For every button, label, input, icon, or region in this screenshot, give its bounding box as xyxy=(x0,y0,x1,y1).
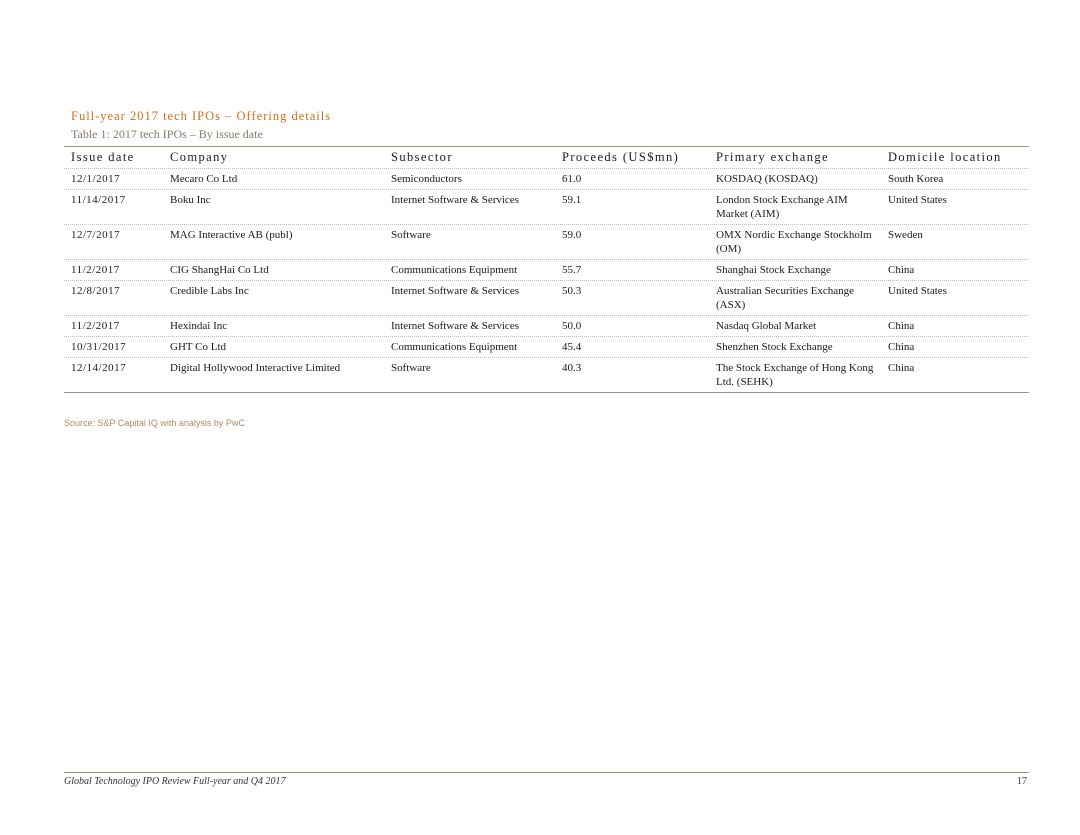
cell-primary-exchange: Australian Securities Exchange (ASX) xyxy=(716,285,855,311)
ipo-table xyxy=(64,146,1029,393)
column-header-company: Company xyxy=(170,150,229,164)
table-title: Full-year 2017 tech IPOs – Offering details xyxy=(71,109,332,123)
table-row xyxy=(64,259,1029,280)
cell-domicile-location: South Korea xyxy=(888,173,944,185)
cell-proceeds: 50.3 xyxy=(562,285,582,297)
cell-domicile-location: United States xyxy=(888,194,947,206)
cell-issue-date: 11/2/2017 xyxy=(71,264,120,276)
cell-issue-date: 11/2/2017 xyxy=(71,320,120,332)
cell-subsector: Internet Software & Services xyxy=(391,320,519,332)
cell-issue-date: 12/1/2017 xyxy=(71,173,121,185)
cell-domicile-location: China xyxy=(888,362,915,374)
cell-company: Hexindai Inc xyxy=(170,320,228,332)
cell-subsector: Communications Equipment xyxy=(391,264,518,276)
cell-subsector: Communications Equipment xyxy=(391,341,518,353)
page-number: 17 xyxy=(1017,776,1027,787)
column-header-domicile-location: Domicile location xyxy=(888,150,1002,164)
table-row xyxy=(64,336,1029,357)
cell-issue-date: 12/8/2017 xyxy=(71,285,121,297)
cell-primary-exchange: KOSDAQ (KOSDAQ) xyxy=(716,173,818,185)
table-subtitle: Table 1: 2017 tech IPOs – By issue date xyxy=(71,127,263,141)
cell-domicile-location: China xyxy=(888,341,915,353)
source-note: Source: S&P Capital IQ with analysis by PwC xyxy=(64,418,245,428)
column-header-subsector: Subsector xyxy=(391,150,453,164)
cell-proceeds: 55.7 xyxy=(562,264,582,276)
cell-domicile-location: United States xyxy=(888,285,947,297)
column-header-primary-exchange: Primary exchange xyxy=(716,150,829,164)
cell-issue-date: 12/7/2017 xyxy=(71,229,121,241)
cell-subsector: Internet Software & Services xyxy=(391,194,519,206)
cell-domicile-location: China xyxy=(888,264,915,276)
cell-proceeds: 45.4 xyxy=(562,341,582,353)
table-row xyxy=(64,315,1029,336)
cell-proceeds: 50.0 xyxy=(562,320,582,332)
cell-primary-exchange: The Stock Exchange of Hong Kong Ltd. (SEHK) xyxy=(716,362,874,388)
cell-primary-exchange: Shenzhen Stock Exchange xyxy=(716,341,833,353)
cell-issue-date: 12/14/2017 xyxy=(71,362,127,374)
table-row xyxy=(64,280,1029,315)
cell-domicile-location: China xyxy=(888,320,915,332)
table-row xyxy=(64,224,1029,259)
cell-company: CIG ShangHai Co Ltd xyxy=(170,264,269,276)
cell-issue-date: 10/31/2017 xyxy=(71,341,127,353)
cell-subsector: Semiconductors xyxy=(391,173,462,185)
table-row xyxy=(64,168,1029,189)
cell-proceeds: 61.0 xyxy=(562,173,582,185)
table-header-row xyxy=(64,147,1029,168)
cell-primary-exchange: Shanghai Stock Exchange xyxy=(716,264,831,276)
cell-company: Credible Labs Inc xyxy=(170,285,249,297)
cell-company: Boku Inc xyxy=(170,194,211,206)
cell-primary-exchange: OMX Nordic Exchange Stockholm (OM) xyxy=(716,229,872,255)
cell-company: MAG Interactive AB (publ) xyxy=(170,229,293,241)
cell-primary-exchange: London Stock Exchange AIM Market (AIM) xyxy=(716,194,848,220)
cell-company: Mecaro Co Ltd xyxy=(170,173,238,185)
cell-company: Digital Hollywood Interactive Limited xyxy=(170,362,341,374)
cell-subsector: Software xyxy=(391,229,431,241)
cell-proceeds: 40.3 xyxy=(562,362,582,374)
cell-subsector: Software xyxy=(391,362,431,374)
cell-proceeds: 59.1 xyxy=(562,194,582,206)
cell-issue-date: 11/14/2017 xyxy=(71,194,126,206)
cell-domicile-location: Sweden xyxy=(888,229,923,241)
column-header-issue-date: Issue date xyxy=(71,150,135,164)
table-row xyxy=(64,189,1029,224)
cell-proceeds: 59.0 xyxy=(562,229,582,241)
cell-subsector: Internet Software & Services xyxy=(391,285,519,297)
footer-report-title: Global Technology IPO Review Full-year and Q4 2017 xyxy=(64,776,286,787)
table-row xyxy=(64,357,1029,392)
column-header-proceeds: Proceeds (US$mn) xyxy=(562,150,680,164)
footer-divider xyxy=(64,772,1029,773)
cell-primary-exchange: Nasdaq Global Market xyxy=(716,320,817,332)
cell-company: GHT Co Ltd xyxy=(170,341,227,353)
